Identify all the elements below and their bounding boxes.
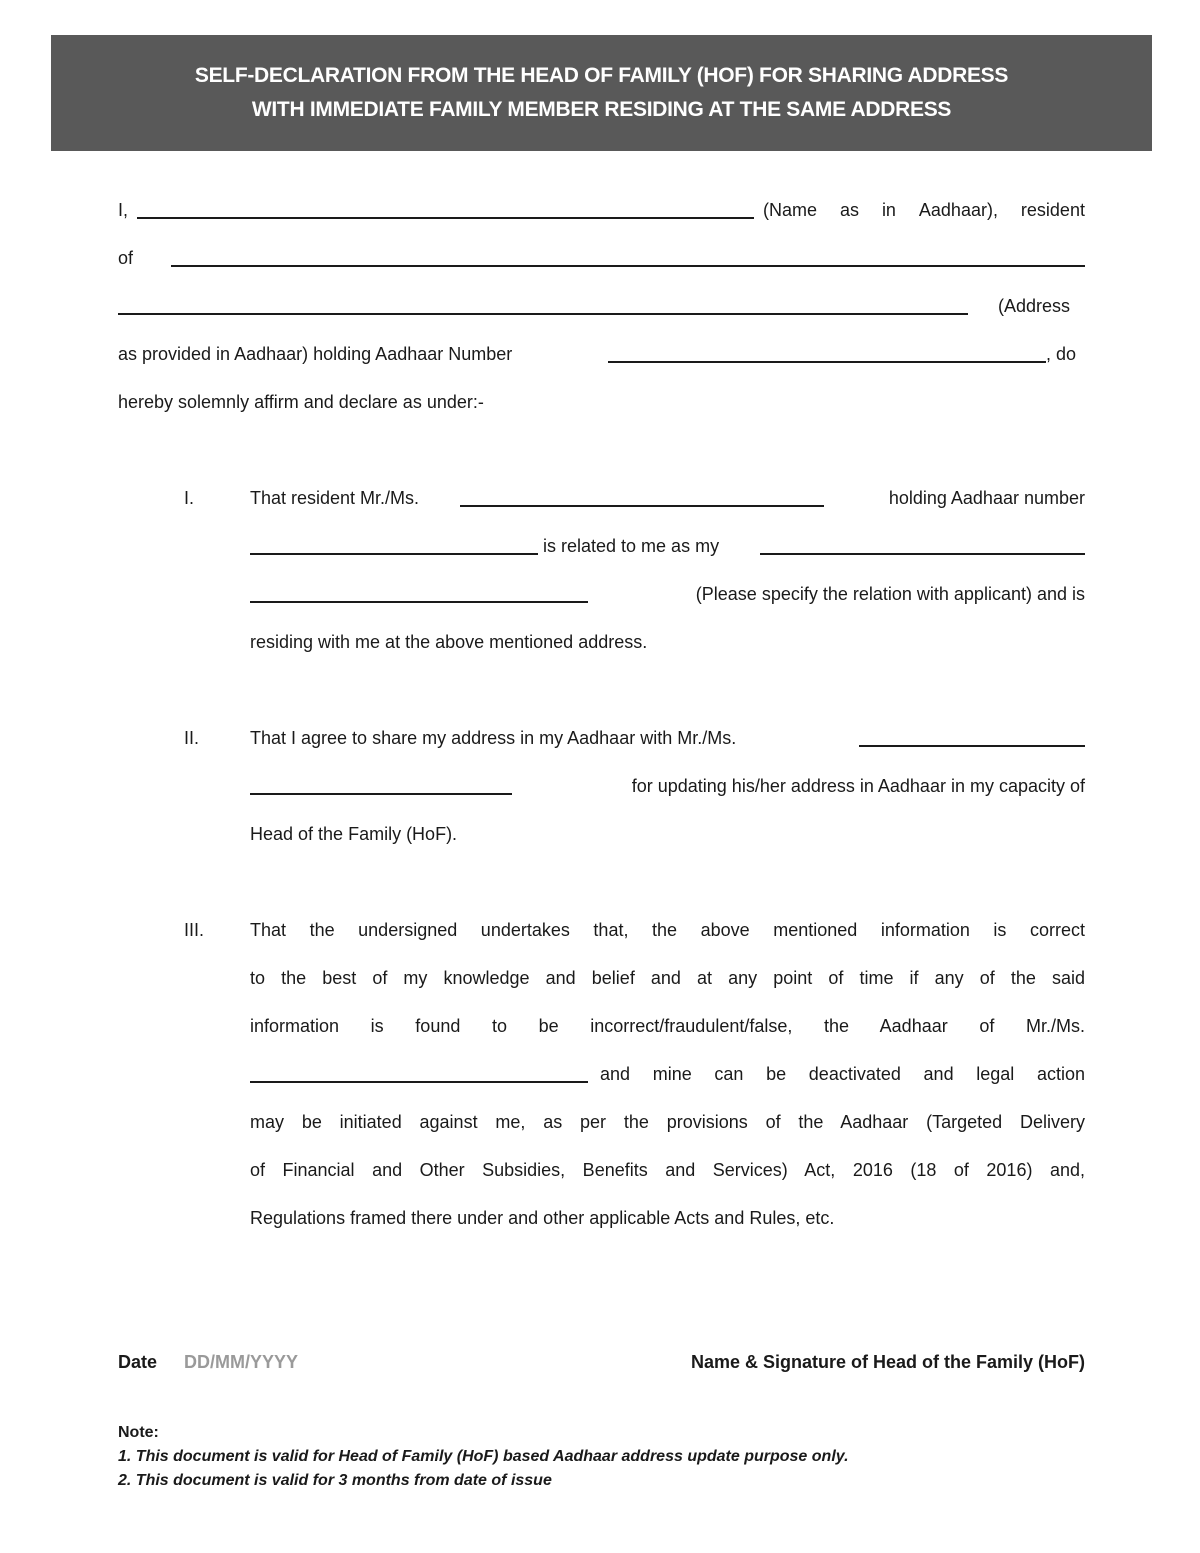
address-field-line-2[interactable] — [118, 313, 968, 315]
clause-2-hof-text: Head of the Family (HoF). — [250, 824, 458, 844]
clause-1-residing-text: residing with me at the above mentioned address. — [250, 632, 648, 652]
clause-3-line-3: information is found to be incorrect/fraudulent/false, the Aadhaar of Mr./Ms. — [250, 1016, 1085, 1036]
relation-field-line-1[interactable] — [760, 553, 1085, 555]
signature-label: Name & Signature of Head of the Family (HoF) — [690, 1352, 1085, 1372]
clause-3-line-1: That the undersigned undertakes that, the above mentioned information is correct — [250, 920, 1085, 940]
clause-2-capacity-text: for updating his/her address in Aadhaar in my capacity of — [631, 776, 1085, 796]
date-label: Date — [118, 1352, 158, 1372]
clause-3-line-2: to the best of my knowledge and belief and at any point of time if any of the said — [250, 968, 1085, 988]
clause-3-number: III. — [184, 920, 205, 940]
relation-field-line-2[interactable] — [250, 601, 588, 603]
clause-1-number: I. — [184, 488, 195, 508]
share-member-name-field-2[interactable] — [250, 793, 512, 795]
form-header — [51, 35, 1152, 151]
member-aadhaar-number-field[interactable] — [250, 553, 538, 555]
form-title-line-1: SELF-DECLARATION FROM THE HEAD OF FAMILY (HOF) FOR SHARING ADDRESS — [194, 64, 1009, 87]
clause-1-holding-label: holding Aadhaar number — [888, 488, 1085, 508]
date-field[interactable]: DD/MM/YYYY — [184, 1352, 299, 1372]
intro-affirm-text: hereby solemnly affirm and declare as under:- — [118, 392, 484, 412]
clause-3-line-4: and mine can be deactivated and legal action — [600, 1064, 1085, 1084]
address-suffix: (Address — [998, 296, 1071, 316]
form-title-line-2: WITH IMMEDIATE FAMILY MEMBER RESIDING AT THE SAME ADDRESS — [251, 98, 952, 121]
undertaking-member-name-field[interactable] — [250, 1081, 588, 1083]
note-title: Note: — [118, 1424, 159, 1441]
intro-of-label: of — [118, 248, 134, 268]
clause-3-line-5: may be initiated against me, as per the provisions of the Aadhaar (Targeted Delivery — [250, 1112, 1085, 1132]
name-suffix: (Name as in Aadhaar), resident — [763, 200, 1085, 220]
share-member-name-field-1[interactable] — [859, 745, 1085, 747]
address-field-line-1[interactable] — [171, 265, 1085, 267]
intro-i-label: I, — [118, 200, 129, 220]
clause-1-related-label: is related to me as my — [543, 536, 720, 556]
clause-3-line-6: of Financial and Other Subsidies, Benefits and Services) Act, 2016 (18 of 2016) and, — [250, 1160, 1085, 1180]
clause-1-resident-label: That resident Mr./Ms. — [250, 488, 420, 508]
aadhaar-number-label: as provided in Aadhaar) holding Aadhaar Number — [118, 344, 513, 364]
note-item-1: 1. This document is valid for Head of Family (HoF) based Aadhaar address update purpose only. — [118, 1448, 849, 1465]
clause-3-line-7: Regulations framed there under and other applicable Acts and Rules, etc. — [250, 1208, 835, 1228]
hof-aadhaar-number-field[interactable] — [608, 361, 1046, 363]
clause-2-number: II. — [184, 728, 200, 748]
member-name-field[interactable] — [460, 505, 824, 507]
clause-1-relation-hint: (Please specify the relation with applicant) and is — [695, 584, 1085, 604]
intro-do-text: , do — [1046, 344, 1077, 364]
note-item-2: 2. This document is valid for 3 months from date of issue — [118, 1472, 552, 1489]
hof-name-field[interactable] — [137, 217, 754, 219]
clause-2-share-text: That I agree to share my address in my Aadhaar with Mr./Ms. — [250, 728, 737, 748]
